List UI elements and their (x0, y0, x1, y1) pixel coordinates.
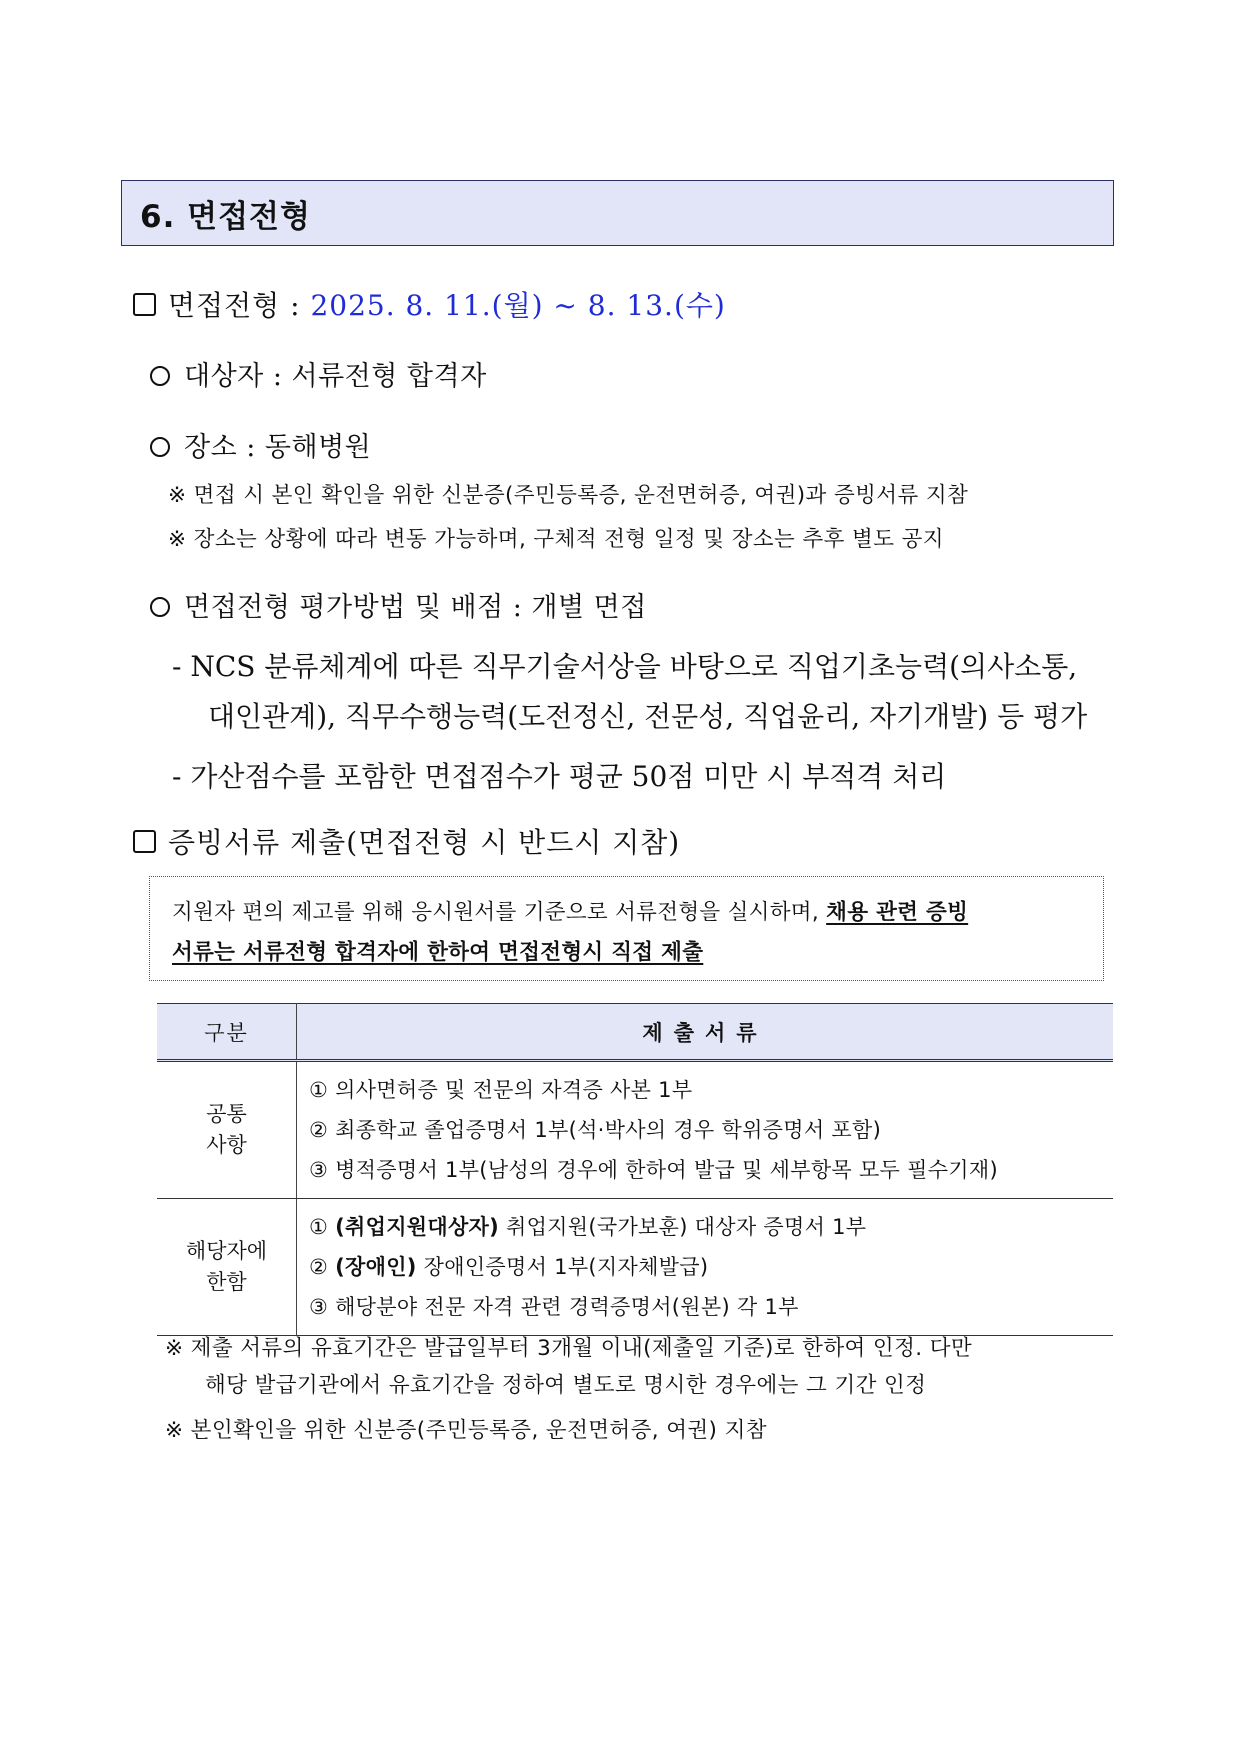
info-text: 지원자 편의 제고를 위해 응시원서를 기준으로 서류전형을 실시하며, (172, 900, 827, 925)
info-box (149, 876, 1104, 981)
documents-table (157, 1003, 1113, 1336)
circle-bullet-icon (150, 597, 170, 617)
header-documents: 제출서류 (297, 1004, 1114, 1061)
section-title: 6. 면접전형 (140, 198, 311, 235)
footnote-2: ※ 본인확인을 위한 신분증(주민등록증, 운전면허증, 여권) 지참 (165, 1418, 767, 1443)
interview-target: 대상자 : 서류전형 합격자 (184, 361, 487, 392)
table-header-row (157, 1004, 1113, 1061)
list-item: ① 의사면허증 및 전문의 자격증 사본 1부 (309, 1078, 693, 1102)
note-1: ※ 면접 시 본인 확인을 위한 신분증(주민등록증, 운전면허증, 여권)과 증빙서류 지참 (168, 483, 969, 508)
common-items (297, 1061, 1114, 1199)
ncs-line-2: 대인관계), 직무수행능력(도전정신, 전문성, 직업윤리, 자기개발) 등 평가 (208, 700, 1088, 733)
ncs-line-1: - NCS 분류체계에 따른 직무기술서상을 바탕으로 직업기초능력(의사소통, (172, 650, 1078, 683)
list-item: ① (취업지원대상자) 취업지원(국가보훈) 대상자 증명서 1부 (309, 1215, 867, 1239)
note-2: ※ 장소는 상황에 따라 변동 가능하며, 구체적 전형 일정 및 장소는 추후 별도 공지 (168, 527, 944, 552)
list-item: ③ 해당분야 전문 자격 관련 경력증명서(원본) 각 1부 (309, 1295, 799, 1319)
footnote-1-line-1: ※ 제출 서류의 유효기간은 발급일부터 3개월 이내(제출일 기준)로 한하여 인정. 다만 (165, 1336, 973, 1361)
interview-label: 면접전형 : (168, 289, 301, 322)
method-row (150, 585, 647, 624)
category-common: 공통 사항 (157, 1061, 297, 1199)
circle-bullet-icon (150, 366, 170, 386)
applicable-items (297, 1199, 1114, 1336)
documents-title: 증빙서류 제출(면접전형 시 반드시 지참) (168, 826, 681, 859)
square-bullet-icon (133, 830, 156, 853)
list-item: ② (장애인) 장애인증명서 1부(지자체발급) (309, 1255, 709, 1279)
interview-place: 장소 : 동해병원 (184, 432, 372, 463)
table-row (157, 1061, 1113, 1199)
table-row (157, 1199, 1113, 1336)
list-item: ③ 병적증명서 1부(남성의 경우에 한하여 발급 및 세부항목 모두 필수기재) (309, 1158, 998, 1182)
list-item: ② 최종학교 졸업증명서 1부(석·박사의 경우 학위증명서 포함) (309, 1118, 882, 1142)
section-header (121, 180, 1114, 246)
interview-method: 면접전형 평가방법 및 배점 : 개별 면접 (184, 592, 647, 623)
interview-heading (133, 284, 726, 324)
info-emphasis-2: 서류는 서류전형 합격자에 한하여 면접전형시 직접 제출 (172, 940, 704, 965)
interview-date: 2025. 8. 11.(월) ~ 8. 13.(수) (310, 289, 726, 322)
circle-bullet-icon (150, 437, 170, 457)
score-rule: - 가산점수를 포함한 면접점수가 평균 50점 미만 시 부적격 처리 (172, 760, 947, 793)
category-applicable: 해당자에 한함 (157, 1199, 297, 1336)
documents-heading (133, 821, 680, 861)
place-row (150, 425, 371, 464)
info-emphasis-1: 채용 관련 증빙 (826, 900, 969, 925)
square-bullet-icon (133, 293, 156, 316)
footnote-1-line-2: 해당 발급기관에서 유효기간을 정하여 별도로 명시한 경우에는 그 기간 인정 (205, 1373, 927, 1398)
target-row (150, 354, 487, 393)
header-category: 구분 (157, 1004, 297, 1061)
footnotes (165, 1330, 1115, 1449)
